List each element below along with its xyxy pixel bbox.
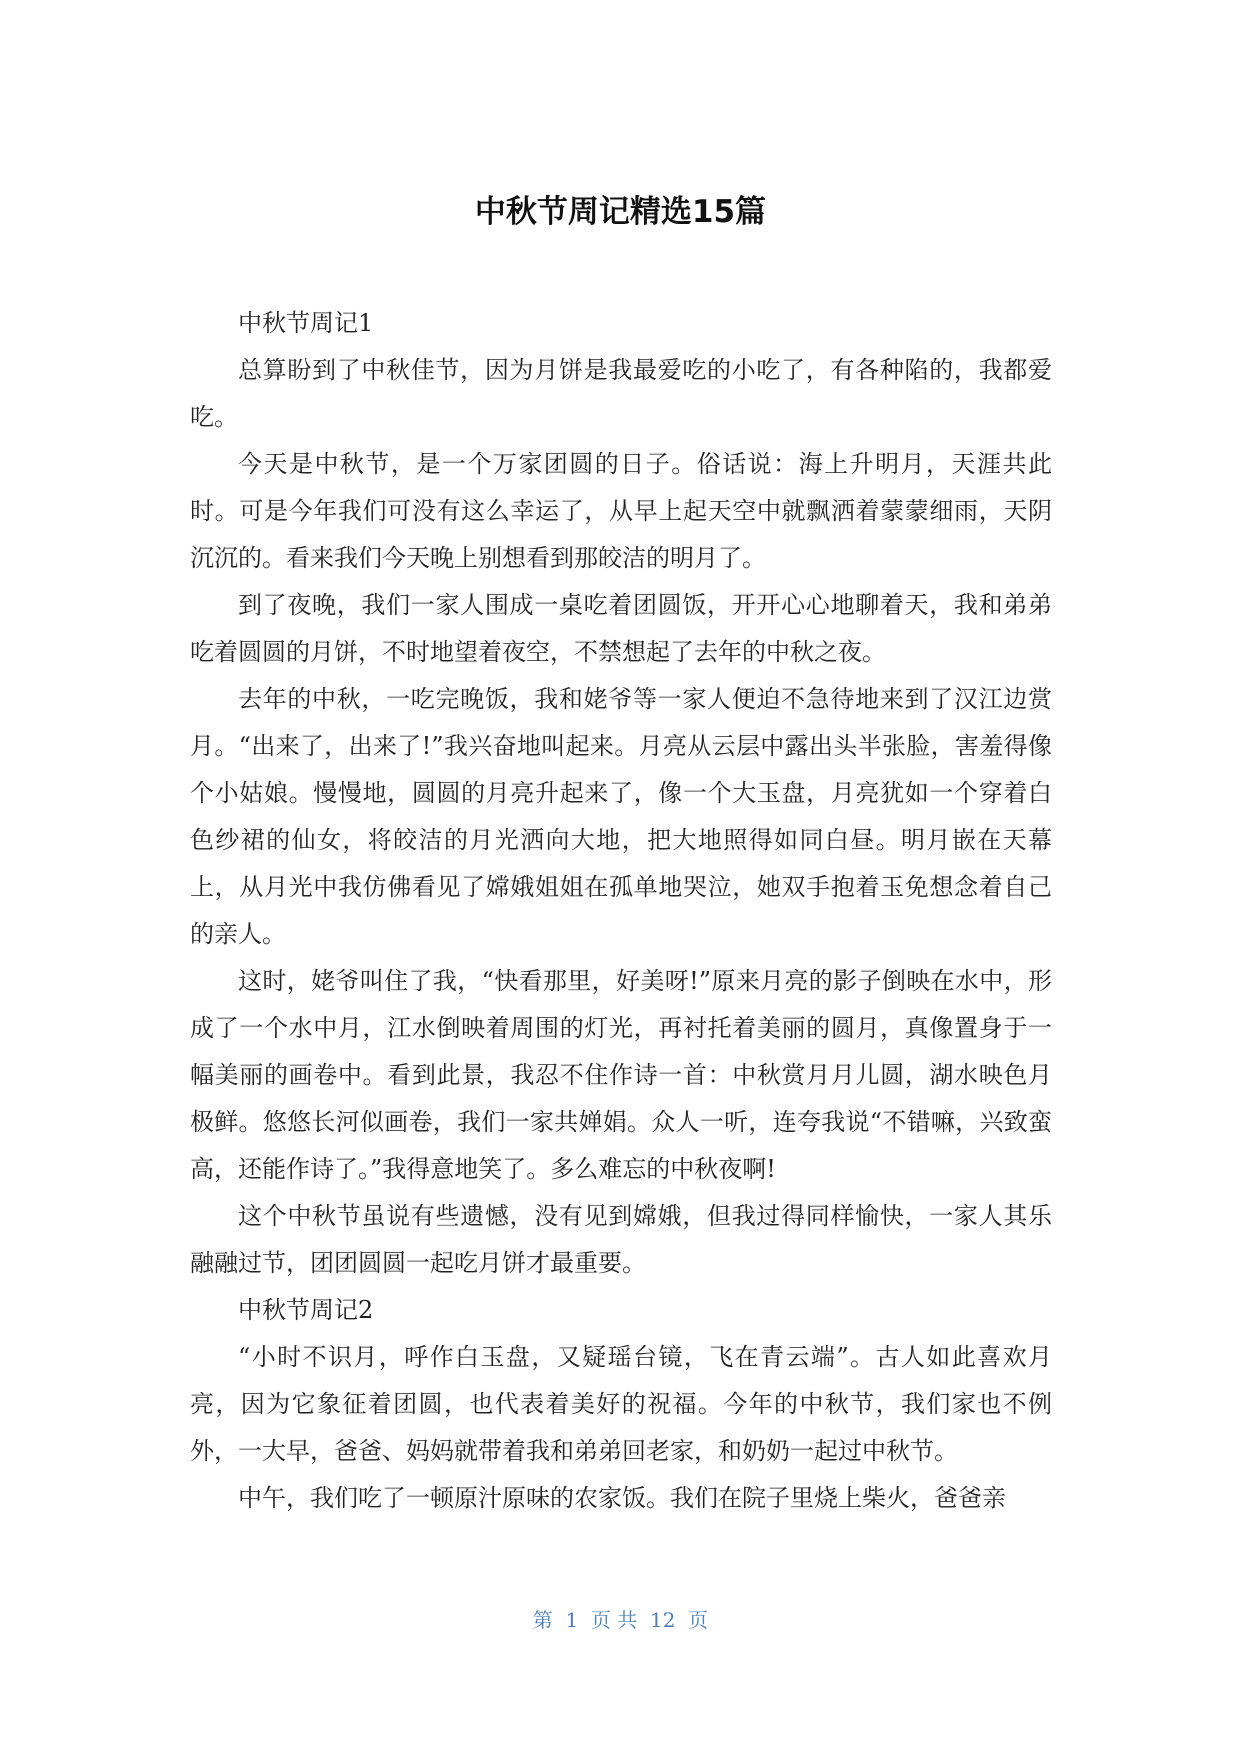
paragraph: 到了夜晚，我们一家人围成一桌吃着团圆饭，开开心心地聊着天，我和弟弟吃着圆圆的月饼，不时地望着夜空，不禁想起了去年的中秋之夜。 <box>190 591 1052 666</box>
paragraph: 去年的中秋，一吃完晚饭，我和姥爷等一家人便迫不急待地来到了汉江边赏月。“出来了，出来了!”我兴奋地叫起来。月亮从云层中露出头半张脸，害羞得像个小姑娘。慢慢地，圆圆的月亮升起来了，像一个大玉盘，月亮犹如一个穿着白色纱裙的仙女，将皎洁的月光洒向大地，把大地照得如同白昼。明月嵌在天幕上，从月光中我仿佛看见了嫦娥姐姐在孤单地哭泣，她双手抱着玉免想念着自己的亲人。 <box>190 685 1052 948</box>
paragraph: 总算盼到了中秋佳节，因为月饼是我最爱吃的小吃了，有各种陷的，我都爱吃。 <box>190 356 1052 431</box>
paragraph: “小时不识月，呼作白玉盘，又疑瑶台镜，飞在青云端”。古人如此喜欢月亮，因为它象征着团圆，也代表着美好的祝福。今年的中秋节，我们家也不例外，一大早，爸爸、妈妈就带着我和弟弟回老家，和奶奶一起过中秋节。 <box>190 1343 1052 1465</box>
paragraph: 这时，姥爷叫住了我，“快看那里，好美呀!”原来月亮的影子倒映在水中，形成了一个水中月，江水倒映着周围的灯光，再衬托着美丽的圆月，真像置身于一幅美丽的画卷中。看到此景，我忍不住作诗一首：中秋赏月月儿圆，湖水映色月极鲜。悠悠长河似画卷，我们一家共婵娟。众人一听，连夸我说“不错嘛，兴致蛮高，还能作诗了。”我得意地笑了。多么难忘的中秋夜啊! <box>190 967 1052 1183</box>
paragraph: 这个中秋节虽说有些遗憾，没有见到嫦娥，但我过得同样愉快，一家人其乐融融过节，团团圆圆一起吃月饼才最重要。 <box>190 1202 1052 1277</box>
paragraph: 中午，我们吃了一顿原汁原味的农家饭。我们在院子里烧上柴火，爸爸亲 <box>238 1484 1006 1512</box>
page-number-footer: 第 1 页 共 12 页 <box>532 1608 709 1632</box>
paragraph: 今天是中秋节，是一个万家团圆的日子。俗话说：海上升明月，天涯共此时。可是今年我们可没有这么幸运了，从早上起天空中就飘洒着蒙蒙细雨，天阴沉沉的。看来我们今天晚上别想看到那皎洁的明月了。 <box>190 450 1052 572</box>
document-body <box>190 300 1052 1522</box>
section-heading-2: 中秋节周记2 <box>238 1296 374 1324</box>
section-heading-1: 中秋节周记1 <box>238 309 374 337</box>
document-title: 中秋节周记精选15篇 <box>474 194 767 230</box>
